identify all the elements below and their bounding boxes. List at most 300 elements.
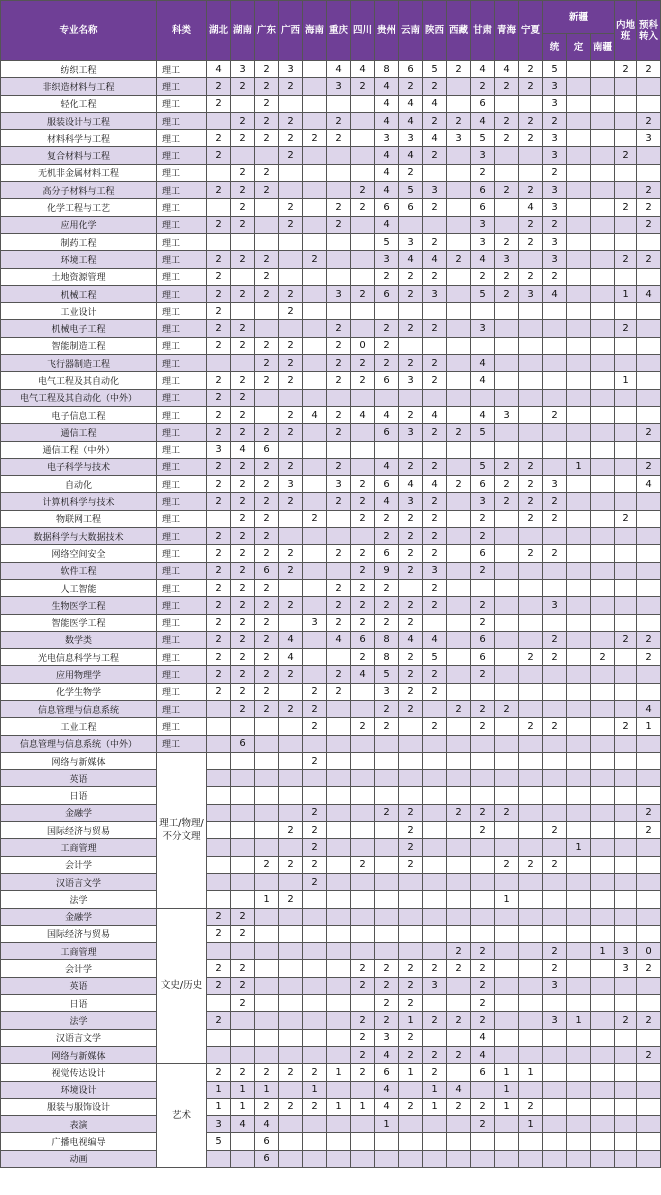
- quota-cell: 2: [615, 320, 637, 337]
- quota-cell: [255, 199, 279, 216]
- quota-cell: [495, 355, 519, 372]
- quota-cell: [279, 528, 303, 545]
- quota-cell: 4: [423, 406, 447, 423]
- quota-cell: 2: [207, 528, 231, 545]
- quota-cell: 2: [615, 61, 637, 78]
- quota-cell: 3: [423, 182, 447, 199]
- quota-cell: 2: [255, 683, 279, 700]
- quota-cell: [495, 666, 519, 683]
- quota-cell: [351, 908, 375, 925]
- quota-cell: [423, 925, 447, 942]
- major-name-cell: 人工智能: [1, 579, 157, 596]
- quota-cell: 1: [495, 1098, 519, 1115]
- quota-cell: [327, 995, 351, 1012]
- quota-cell: [519, 839, 543, 856]
- quota-cell: 2: [231, 372, 255, 389]
- quota-cell: [615, 476, 637, 493]
- category-cell: 理工: [157, 441, 207, 458]
- quota-cell: 3: [447, 130, 471, 147]
- quota-cell: [543, 303, 567, 320]
- quota-cell: [519, 1029, 543, 1046]
- quota-cell: 2: [399, 1098, 423, 1115]
- quota-cell: 2: [231, 597, 255, 614]
- quota-cell: 2: [447, 943, 471, 960]
- quota-cell: [471, 1150, 495, 1167]
- quota-cell: [495, 649, 519, 666]
- quota-cell: 2: [207, 579, 231, 596]
- quota-cell: 2: [637, 251, 661, 268]
- quota-cell: 2: [399, 458, 423, 475]
- quota-cell: [255, 1046, 279, 1063]
- quota-cell: 4: [375, 493, 399, 510]
- quota-cell: [495, 199, 519, 216]
- quota-cell: [543, 614, 567, 631]
- quota-cell: [591, 873, 615, 890]
- major-name-cell: 电气工程及其自动化（中外）: [1, 389, 157, 406]
- quota-cell: 2: [423, 1064, 447, 1081]
- major-name-cell: 网络与新媒体: [1, 752, 157, 769]
- quota-cell: [423, 822, 447, 839]
- quota-cell: [351, 424, 375, 441]
- quota-cell: 2: [495, 856, 519, 873]
- quota-cell: 1: [495, 891, 519, 908]
- quota-cell: [351, 233, 375, 250]
- quota-cell: [303, 787, 327, 804]
- quota-cell: [255, 822, 279, 839]
- quota-cell: [327, 303, 351, 320]
- quota-cell: 4: [423, 251, 447, 268]
- quota-cell: 2: [447, 112, 471, 129]
- quota-cell: [543, 441, 567, 458]
- quota-cell: [375, 735, 399, 752]
- quota-cell: 2: [519, 493, 543, 510]
- quota-cell: 2: [279, 545, 303, 562]
- quota-cell: 2: [423, 424, 447, 441]
- major-name-cell: 计算机科学与技术: [1, 493, 157, 510]
- quota-cell: 2: [495, 268, 519, 285]
- quota-cell: [279, 735, 303, 752]
- quota-cell: [471, 839, 495, 856]
- quota-cell: [327, 822, 351, 839]
- quota-cell: 3: [543, 476, 567, 493]
- quota-cell: [327, 700, 351, 717]
- quota-cell: 2: [207, 977, 231, 994]
- quota-cell: [567, 1098, 591, 1115]
- quota-cell: 1: [327, 1098, 351, 1115]
- quota-cell: [567, 822, 591, 839]
- table-row: [1, 839, 661, 856]
- quota-cell: [637, 856, 661, 873]
- quota-cell: [519, 303, 543, 320]
- quota-cell: [615, 1029, 637, 1046]
- quota-cell: 3: [471, 493, 495, 510]
- header-xinjiang-sub: 南疆: [591, 34, 615, 61]
- quota-cell: 3: [543, 147, 567, 164]
- quota-cell: 3: [543, 977, 567, 994]
- quota-cell: 2: [543, 545, 567, 562]
- quota-cell: 2: [255, 164, 279, 181]
- quota-cell: [567, 614, 591, 631]
- quota-cell: [255, 233, 279, 250]
- quota-cell: [375, 770, 399, 787]
- quota-cell: [303, 285, 327, 302]
- quota-cell: [303, 597, 327, 614]
- quota-cell: [303, 458, 327, 475]
- quota-cell: 2: [255, 285, 279, 302]
- quota-cell: 2: [399, 510, 423, 527]
- quota-cell: 6: [255, 1133, 279, 1150]
- quota-cell: 5: [375, 233, 399, 250]
- quota-cell: [255, 389, 279, 406]
- quota-cell: [447, 285, 471, 302]
- quota-cell: 2: [399, 562, 423, 579]
- category-cell: 理工: [157, 406, 207, 423]
- quota-cell: [519, 1150, 543, 1167]
- category-cell: 理工: [157, 493, 207, 510]
- quota-cell: 2: [255, 510, 279, 527]
- quota-cell: 3: [471, 320, 495, 337]
- quota-cell: [567, 1133, 591, 1150]
- quota-cell: [615, 787, 637, 804]
- quota-cell: 2: [399, 597, 423, 614]
- quota-cell: 3: [543, 182, 567, 199]
- category-cell: 理工: [157, 320, 207, 337]
- quota-cell: [279, 1029, 303, 1046]
- quota-cell: 2: [303, 752, 327, 769]
- quota-cell: 2: [519, 233, 543, 250]
- quota-cell: [519, 147, 543, 164]
- quota-cell: [519, 337, 543, 354]
- quota-cell: 1: [255, 891, 279, 908]
- quota-cell: 2: [303, 700, 327, 717]
- quota-cell: 4: [399, 112, 423, 129]
- quota-cell: 4: [471, 1029, 495, 1046]
- table-row: [1, 943, 661, 960]
- quota-cell: 2: [255, 458, 279, 475]
- quota-cell: 4: [375, 95, 399, 112]
- quota-cell: [471, 389, 495, 406]
- quota-cell: [279, 977, 303, 994]
- quota-cell: 2: [423, 718, 447, 735]
- quota-cell: [447, 1029, 471, 1046]
- quota-cell: 3: [615, 943, 637, 960]
- quota-cell: 4: [375, 1098, 399, 1115]
- header-province: 宁夏: [519, 1, 543, 61]
- quota-cell: [303, 1046, 327, 1063]
- quota-cell: 2: [471, 960, 495, 977]
- quota-cell: [591, 1012, 615, 1029]
- quota-cell: [447, 770, 471, 787]
- quota-cell: 2: [207, 960, 231, 977]
- quota-cell: [637, 406, 661, 423]
- quota-cell: [591, 683, 615, 700]
- quota-cell: [567, 649, 591, 666]
- quota-cell: 2: [351, 545, 375, 562]
- quota-cell: [543, 1150, 567, 1167]
- major-name-cell: 智能制造工程: [1, 337, 157, 354]
- quota-cell: 4: [399, 251, 423, 268]
- table-row: [1, 1046, 661, 1063]
- quota-cell: [351, 873, 375, 890]
- quota-cell: [543, 995, 567, 1012]
- quota-cell: [495, 1150, 519, 1167]
- quota-cell: 4: [231, 1116, 255, 1133]
- quota-cell: [615, 804, 637, 821]
- quota-cell: [255, 770, 279, 787]
- quota-cell: 2: [447, 61, 471, 78]
- quota-cell: [543, 770, 567, 787]
- quota-cell: [591, 925, 615, 942]
- quota-cell: [471, 925, 495, 942]
- quota-cell: [255, 718, 279, 735]
- quota-cell: 2: [615, 147, 637, 164]
- quota-cell: [279, 960, 303, 977]
- quota-cell: [351, 787, 375, 804]
- quota-cell: 2: [375, 337, 399, 354]
- quota-cell: [615, 78, 637, 95]
- quota-cell: 2: [231, 424, 255, 441]
- quota-cell: [375, 1133, 399, 1150]
- quota-cell: [447, 683, 471, 700]
- quota-cell: [591, 199, 615, 216]
- quota-cell: [447, 839, 471, 856]
- quota-cell: 2: [423, 268, 447, 285]
- quota-cell: [591, 1133, 615, 1150]
- quota-cell: [231, 1150, 255, 1167]
- quota-cell: [303, 441, 327, 458]
- quota-cell: [519, 1046, 543, 1063]
- quota-cell: 2: [207, 78, 231, 95]
- quota-cell: 2: [399, 977, 423, 994]
- quota-cell: [543, 925, 567, 942]
- quota-cell: [495, 1046, 519, 1063]
- quota-cell: [351, 1150, 375, 1167]
- quota-cell: 2: [423, 233, 447, 250]
- quota-cell: [423, 995, 447, 1012]
- quota-cell: [279, 320, 303, 337]
- quota-cell: 1: [495, 1081, 519, 1098]
- quota-cell: 2: [543, 164, 567, 181]
- quota-cell: 2: [399, 268, 423, 285]
- quota-cell: 2: [543, 856, 567, 873]
- quota-cell: [351, 839, 375, 856]
- quota-cell: 2: [519, 458, 543, 475]
- major-name-cell: 视觉传达设计: [1, 1064, 157, 1081]
- quota-cell: [591, 406, 615, 423]
- header-prep: 预科转入: [637, 1, 661, 61]
- quota-cell: [423, 700, 447, 717]
- quota-cell: [447, 735, 471, 752]
- quota-cell: 1: [423, 1098, 447, 1115]
- quota-cell: [591, 597, 615, 614]
- quota-cell: 2: [207, 925, 231, 942]
- quota-cell: [495, 995, 519, 1012]
- table-row: [1, 233, 661, 250]
- quota-cell: [567, 389, 591, 406]
- quota-cell: 2: [471, 1012, 495, 1029]
- quota-cell: 2: [279, 337, 303, 354]
- table-row: [1, 649, 661, 666]
- quota-cell: [207, 752, 231, 769]
- table-row: [1, 199, 661, 216]
- quota-cell: 2: [255, 355, 279, 372]
- quota-cell: [327, 752, 351, 769]
- quota-cell: [591, 718, 615, 735]
- quota-cell: [471, 579, 495, 596]
- quota-cell: [637, 528, 661, 545]
- quota-cell: 2: [637, 112, 661, 129]
- quota-cell: [303, 1029, 327, 1046]
- quota-cell: 2: [231, 337, 255, 354]
- quota-cell: [303, 735, 327, 752]
- quota-cell: [399, 787, 423, 804]
- quota-cell: [591, 493, 615, 510]
- quota-cell: [255, 977, 279, 994]
- quota-cell: 2: [399, 164, 423, 181]
- quota-cell: [615, 1081, 637, 1098]
- quota-cell: [327, 268, 351, 285]
- quota-cell: [543, 666, 567, 683]
- quota-cell: [423, 891, 447, 908]
- quota-cell: [519, 873, 543, 890]
- table-row: [1, 424, 661, 441]
- quota-cell: 2: [303, 130, 327, 147]
- quota-cell: [567, 579, 591, 596]
- table-row: [1, 528, 661, 545]
- quota-cell: [375, 856, 399, 873]
- quota-cell: 2: [327, 337, 351, 354]
- quota-cell: [637, 372, 661, 389]
- quota-cell: [303, 666, 327, 683]
- quota-cell: [375, 873, 399, 890]
- quota-cell: [279, 182, 303, 199]
- quota-cell: 2: [231, 925, 255, 942]
- quota-cell: [207, 856, 231, 873]
- major-name-cell: 轻化工程: [1, 95, 157, 112]
- quota-cell: [447, 182, 471, 199]
- quota-cell: [495, 372, 519, 389]
- quota-cell: [279, 1046, 303, 1063]
- quota-cell: [615, 130, 637, 147]
- quota-cell: [471, 873, 495, 890]
- quota-cell: [567, 424, 591, 441]
- quota-cell: 2: [279, 78, 303, 95]
- quota-cell: [423, 303, 447, 320]
- quota-cell: 2: [471, 1098, 495, 1115]
- table-row: [1, 130, 661, 147]
- quota-cell: [303, 960, 327, 977]
- quota-cell: [495, 216, 519, 233]
- quota-cell: [519, 908, 543, 925]
- quota-cell: [567, 112, 591, 129]
- quota-cell: [207, 873, 231, 890]
- quota-cell: [567, 199, 591, 216]
- quota-cell: [567, 700, 591, 717]
- quota-cell: [399, 925, 423, 942]
- quota-cell: 4: [423, 476, 447, 493]
- quota-cell: [567, 164, 591, 181]
- quota-cell: [447, 355, 471, 372]
- quota-cell: 2: [471, 700, 495, 717]
- quota-cell: [543, 1098, 567, 1115]
- quota-cell: [327, 873, 351, 890]
- quota-cell: [591, 78, 615, 95]
- quota-cell: [255, 925, 279, 942]
- quota-cell: 2: [351, 182, 375, 199]
- quota-cell: 3: [423, 977, 447, 994]
- quota-cell: [615, 406, 637, 423]
- quota-cell: 2: [375, 960, 399, 977]
- quota-cell: 2: [279, 1098, 303, 1115]
- quota-cell: 4: [471, 406, 495, 423]
- quota-cell: [637, 925, 661, 942]
- quota-cell: [615, 337, 637, 354]
- table-row: [1, 251, 661, 268]
- quota-cell: 1: [495, 1064, 519, 1081]
- quota-cell: [591, 752, 615, 769]
- quota-cell: [637, 510, 661, 527]
- quota-cell: 2: [471, 78, 495, 95]
- quota-cell: 2: [207, 216, 231, 233]
- quota-cell: 2: [471, 528, 495, 545]
- quota-cell: 6: [375, 285, 399, 302]
- quota-cell: [615, 1064, 637, 1081]
- quota-cell: [423, 839, 447, 856]
- quota-cell: [447, 268, 471, 285]
- quota-cell: [567, 908, 591, 925]
- quota-cell: [519, 355, 543, 372]
- category-cell: 理工: [157, 458, 207, 475]
- quota-cell: [615, 1116, 637, 1133]
- quota-cell: [303, 579, 327, 596]
- quota-cell: 2: [423, 666, 447, 683]
- quota-cell: [351, 320, 375, 337]
- quota-cell: 3: [327, 285, 351, 302]
- quota-cell: [351, 164, 375, 181]
- table-row: [1, 372, 661, 389]
- quota-cell: [591, 251, 615, 268]
- quota-cell: [327, 1116, 351, 1133]
- quota-cell: 0: [637, 943, 661, 960]
- quota-cell: [207, 770, 231, 787]
- quota-cell: [519, 752, 543, 769]
- quota-cell: 2: [327, 372, 351, 389]
- quota-cell: 2: [207, 562, 231, 579]
- quota-cell: 2: [447, 1098, 471, 1115]
- quota-cell: [255, 839, 279, 856]
- quota-cell: [303, 493, 327, 510]
- quota-cell: [591, 1150, 615, 1167]
- quota-cell: [567, 285, 591, 302]
- quota-cell: [423, 1116, 447, 1133]
- quota-cell: [207, 718, 231, 735]
- quota-cell: [231, 1012, 255, 1029]
- quota-cell: 2: [231, 960, 255, 977]
- quota-cell: 2: [447, 1046, 471, 1063]
- major-name-cell: 汉语言文学: [1, 1029, 157, 1046]
- quota-cell: 2: [543, 718, 567, 735]
- quota-cell: 2: [495, 78, 519, 95]
- quota-cell: 4: [399, 95, 423, 112]
- quota-cell: 2: [423, 683, 447, 700]
- quota-cell: 2: [519, 78, 543, 95]
- quota-cell: 5: [471, 285, 495, 302]
- quota-cell: 2: [279, 666, 303, 683]
- quota-cell: [495, 303, 519, 320]
- quota-cell: [615, 597, 637, 614]
- table-row: [1, 112, 661, 129]
- quota-cell: [255, 908, 279, 925]
